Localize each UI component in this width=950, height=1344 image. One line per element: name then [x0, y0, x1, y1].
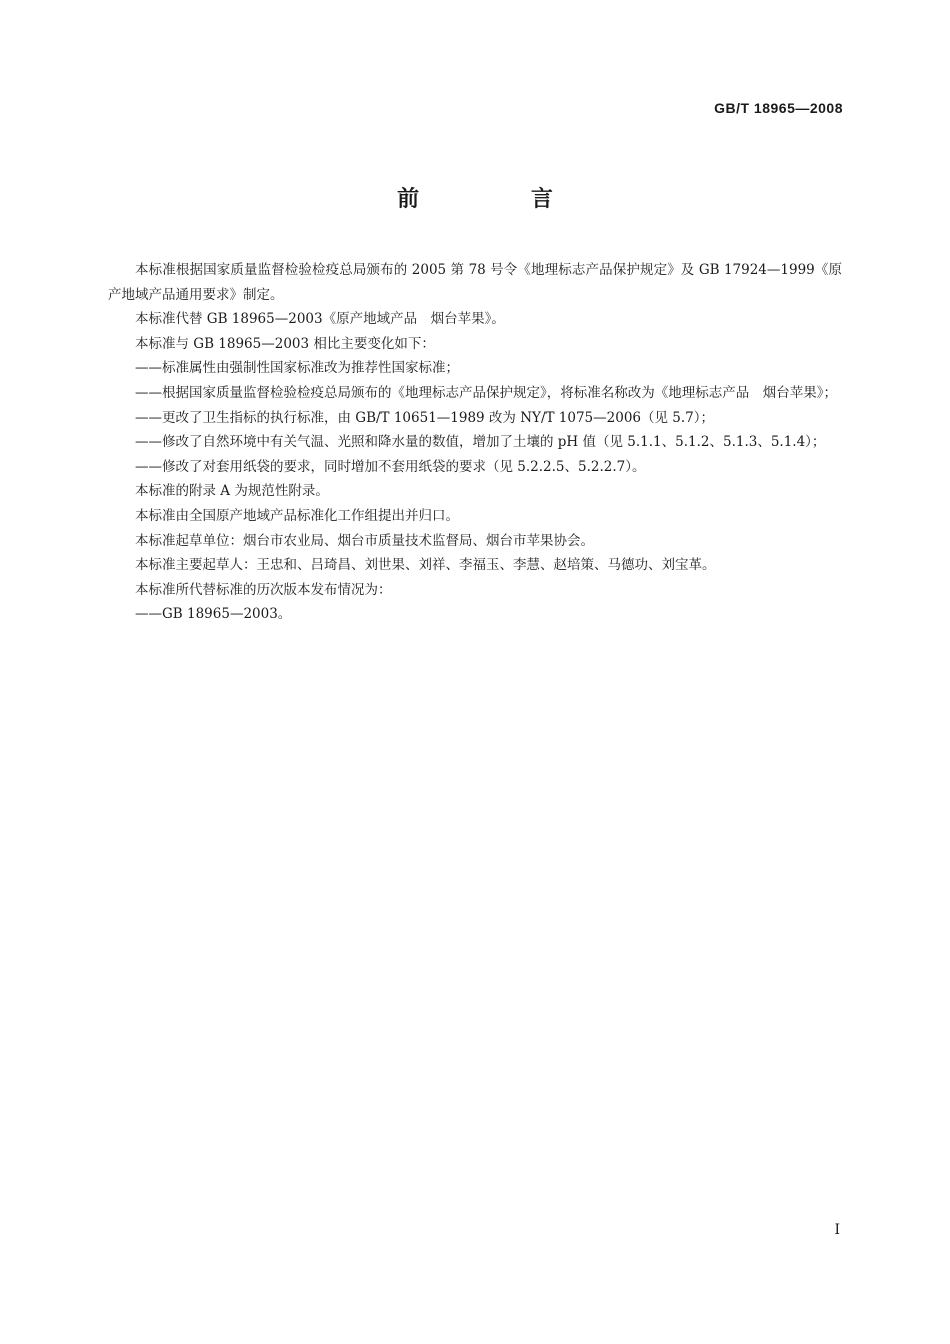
page-title: 前 言 — [397, 187, 605, 212]
page-number: I — [834, 1222, 840, 1238]
document-body — [108, 258, 842, 627]
change-item: ——更改了卫生指标的执行标准，由 GB/T 10651—1989 改为 NY/T 1075—2006（见 5.7）； — [135, 409, 715, 426]
paragraph-drafting-units: 本标准起草单位：烟台市农业局、烟台市质量技术监督局、烟台市苹果协会。 — [135, 532, 594, 549]
change-item: ——根据国家质量监督检验检疫总局颁布的《地理标志产品保护规定》，将标准名称改为《地理标志产品 烟台苹果》； — [135, 384, 837, 401]
change-item: ——修改了自然环境中有关气温、光照和降水量的数值，增加了土壤的 pH 值（见 5.1.1、5.1.2、5.1.3、5.1.4）； — [135, 434, 826, 451]
paragraph-appendix: 本标准的附录 A 为规范性附录。 — [135, 483, 329, 500]
paragraph-history-intro: 本标准所代替标准的历次版本发布情况为： — [135, 581, 392, 598]
change-item: ——修改了对套用纸袋的要求，同时增加不套用纸袋的要求（见 5.2.2.5、5.2.2.7）。 — [135, 458, 646, 475]
paragraph-proposer: 本标准由全国原产地域产品标准化工作组提出并归口。 — [135, 507, 459, 524]
change-item: ——标准属性由强制性国家标准改为推荐性国家标准； — [135, 360, 459, 377]
standard-code: GB/T 18965—2008 — [714, 100, 843, 116]
paragraph-drafters: 本标准主要起草人：王忠和、吕琦昌、刘世果、刘祥、李福玉、李慧、赵培策、马德功、刘宝革。 — [135, 557, 716, 574]
paragraph-basis: 本标准根据国家质量监督检验检疫总局颁布的 2005 第 78 号令《地理标志产品保护规定》及 GB 17924—1999《原产地域产品通用要求》制定。 — [108, 262, 842, 303]
history-item: ——GB 18965—2003。 — [135, 606, 292, 623]
paragraph-changes-intro: 本标准与 GB 18965—2003 相比主要变化如下： — [135, 335, 435, 352]
paragraph-replaces: 本标准代替 GB 18965—2003《原产地域产品 烟台苹果》。 — [135, 311, 505, 328]
